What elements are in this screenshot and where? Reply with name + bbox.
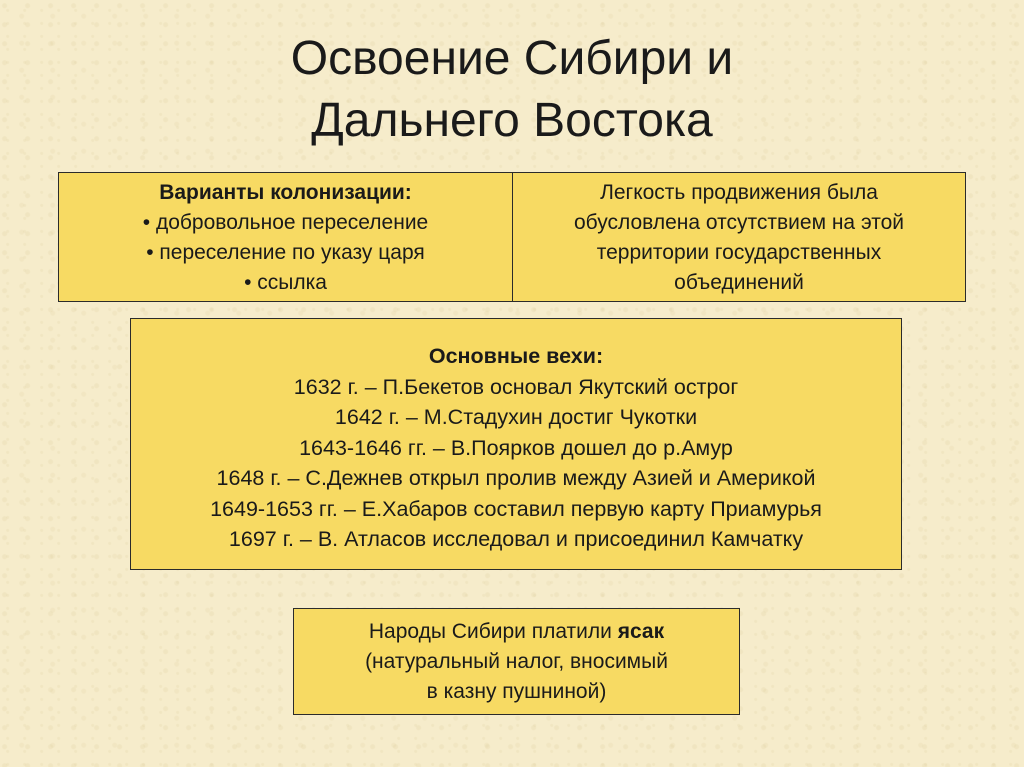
milestone-item: 1649-1653 гг. – Е.Хабаров составил первую карту Приамурья xyxy=(210,496,822,521)
slide-title-line2: Дальнего Востока xyxy=(311,94,713,147)
colonization-item: • добровольное переселение xyxy=(142,211,429,234)
colonization-heading: Варианты колонизации: xyxy=(159,181,412,204)
yasak-line3: в казну пушниной) xyxy=(426,680,607,703)
colonization-item: • ссылка xyxy=(244,271,327,294)
ease-text-line: объединений xyxy=(674,271,804,294)
colonization-item: • переселение по указу царя xyxy=(146,241,425,264)
ease-text-line: территории государственных xyxy=(596,241,882,264)
yasak-box xyxy=(293,608,740,715)
milestone-item: 1643-1646 гг. – В.Поярков дошел до р.Амур xyxy=(299,435,733,460)
milestone-item: 1632 г. – П.Бекетов основал Якутский острог xyxy=(293,374,739,399)
milestone-item: 1642 г. – М.Стадухин достиг Чукотки xyxy=(334,405,698,429)
ease-text-line: Легкость продвижения была xyxy=(600,181,878,204)
milestone-item: 1697 г. – В. Атласов исследовал и присоединил Камчатку xyxy=(228,527,804,551)
milestones-box xyxy=(130,318,902,570)
milestone-item: 1648 г. – С.Дежнев открыл пролив между Азией и Америкой xyxy=(216,466,816,490)
milestones-heading: Основные вехи: xyxy=(428,344,604,368)
top-row-table xyxy=(58,172,966,302)
slide-title xyxy=(0,28,1024,152)
yasak-prefix: Народы Сибири платили xyxy=(368,620,618,643)
slide-title-line1: Освоение Сибири и xyxy=(290,32,734,85)
yasak-term: ясак xyxy=(617,620,665,643)
yasak-line1 xyxy=(294,617,739,647)
yasak-line2: (натуральный налог, вносимый xyxy=(365,650,668,673)
colonization-options-box xyxy=(58,172,512,302)
ease-of-advance-box xyxy=(512,172,966,302)
ease-text-line: обусловлена отсутствием на этой xyxy=(574,211,904,234)
